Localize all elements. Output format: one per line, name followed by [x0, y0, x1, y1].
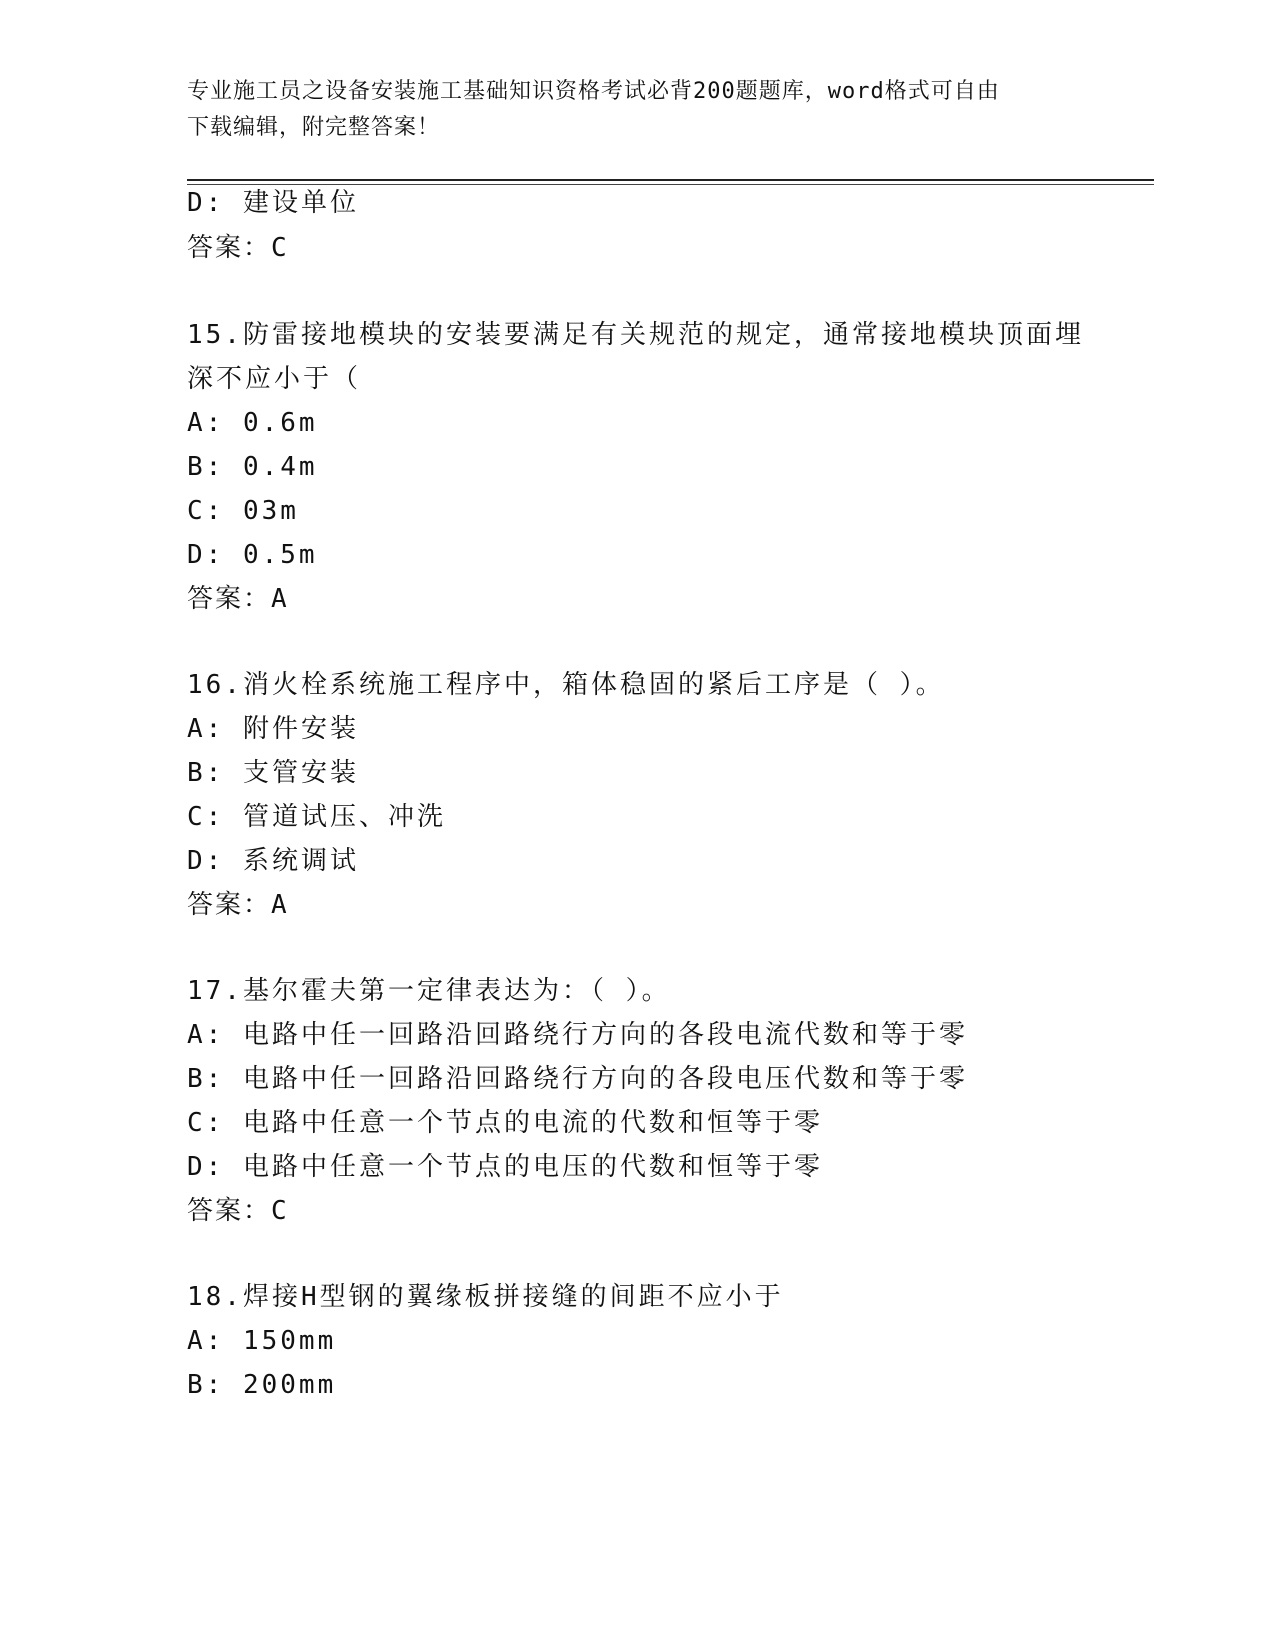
- question-16-text: 16.消火栓系统施工程序中，箱体稳固的紧后工序是（ ）。: [187, 670, 945, 700]
- header-divider-thin: [187, 184, 1154, 185]
- document-header: [187, 74, 1067, 146]
- question-15-option-c: C: 03m: [187, 496, 299, 526]
- answer-label: 答案：: [187, 1196, 272, 1226]
- answer-value: C: [271, 1196, 289, 1226]
- question-16-option-c: C: 管道试压、冲洗: [187, 802, 446, 832]
- answer-label: 答案：: [187, 890, 272, 920]
- question-18-option-a: A: 150mm: [187, 1326, 337, 1356]
- header-divider-thick: [187, 179, 1154, 181]
- question-15-text-line-2: 深不应小于（: [187, 364, 362, 394]
- question-17-option-c: C: 电路中任意一个节点的电流的代数和恒等于零: [187, 1108, 823, 1138]
- header-line-2: 下载编辑，附完整答案！: [187, 115, 441, 140]
- question-15-text-line-1: 15.防雷接地模块的安装要满足有关规范的规定，通常接地模块顶面埋: [187, 320, 1084, 350]
- question-16-option-a: A: 附件安装: [187, 714, 359, 744]
- answer-label: 答案：: [187, 584, 272, 614]
- header-line-1: 专业施工员之设备安装施工基础知识资格考试必背200题题库，word格式可自由: [187, 79, 1000, 104]
- question-18-text: 18.焊接H型钢的翼缘板拼接缝的间距不应小于: [187, 1282, 784, 1312]
- answer-value: A: [271, 890, 289, 920]
- question-16-option-d: D: 系统调试: [187, 846, 359, 876]
- question-18-option-b: B: 200mm: [187, 1370, 337, 1400]
- prev-option-d: D: 建设单位: [187, 188, 359, 218]
- answer-value: A: [271, 584, 289, 614]
- question-16-answer: [187, 888, 289, 922]
- question-17-option-b: B: 电路中任一回路沿回路绕行方向的各段电压代数和等于零: [187, 1064, 968, 1094]
- question-15-answer: [187, 582, 289, 616]
- question-17-option-a: A: 电路中任一回路沿回路绕行方向的各段电流代数和等于零: [187, 1020, 968, 1050]
- question-17-option-d: D: 电路中任意一个节点的电压的代数和恒等于零: [187, 1152, 823, 1182]
- answer-label: 答案：: [187, 233, 272, 263]
- question-16-option-b: B: 支管安装: [187, 758, 359, 788]
- prev-answer: [187, 231, 289, 265]
- answer-value: C: [271, 233, 289, 263]
- question-17-text: 17.基尔霍夫第一定律表达为：（ ）。: [187, 976, 671, 1006]
- question-15-option-d: D: 0.5m: [187, 540, 318, 570]
- question-15-option-a: A: 0.6m: [187, 408, 318, 438]
- question-17-answer: [187, 1194, 289, 1228]
- question-15-option-b: B: 0.4m: [187, 452, 318, 482]
